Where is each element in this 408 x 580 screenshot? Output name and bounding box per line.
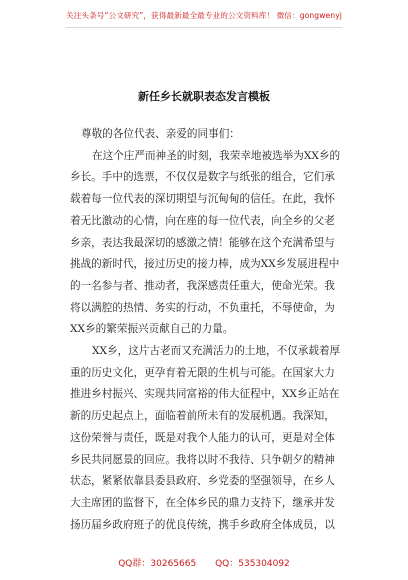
paragraph-line: 载着每一位代表的深切期望与沉甸甸的信任。在此，我怀	[70, 193, 335, 206]
document-body	[70, 124, 342, 536]
document-title: 新任乡长就职表态发言模板	[138, 90, 270, 103]
paragraph-line: XX乡的繁荣振兴贡献自己的力量。	[70, 323, 234, 336]
paragraph-line: 将以满腔的热情、务实的行动，不负重托，不辱使命，为	[70, 301, 335, 314]
paragraph-line: 乡长。手中的选票，不仅仅是数字与纸张的组合，它们承	[70, 171, 335, 184]
paragraph-line: 挑战的新时代，接过历史的接力棒，成为XX乡发展进程中	[70, 258, 340, 271]
footer-qq-group: QQ群：30265665	[118, 559, 197, 569]
paragraph-line: 这份荣誉与责任，既是对我个人能力的认可，更是对全体	[70, 431, 335, 444]
paragraph-line: 在这个庄严而神圣的时刻，我荣幸地被选举为XX乡的	[92, 149, 341, 162]
paragraph-line: 状态，紧紧依靠县委县政府、乡党委的坚强领导，在乡人	[70, 475, 335, 488]
paragraph-line: 乡亲，表达我最深切的感激之情！能够在这个充满希望与	[70, 236, 335, 249]
header-divider	[66, 27, 342, 28]
footer-note	[0, 556, 408, 569]
paragraph-line: XX乡，这片古老而又充满活力的土地，不仅承载着厚	[92, 345, 341, 358]
footer-qq: QQ：535304092	[215, 559, 290, 569]
paragraph-line: 新的历史起点上，面临着前所未有的发展机遇。我深知，	[70, 410, 335, 423]
paragraph-line: 乡民共同愿景的回应。我将以时不我待、只争朝夕的精神	[70, 453, 335, 466]
salutation: 尊敬的各位代表、亲爱的同事们：	[81, 128, 240, 140]
header-note: 关注头条号“公文研究”，获得最新最全最专业的公文资料库！ 微信：gongwenyj	[66, 11, 342, 20]
paragraph-line: 扬历届乡政府班子的优良传统，携手乡政府全体成员，以	[70, 518, 335, 531]
paragraph-line: 大主席团的监督下，在全体乡民的鼎力支持下，继承并发	[70, 496, 335, 509]
paragraph-line: 的一名参与者、推动者，我深感责任重大，使命光荣。我	[70, 279, 335, 292]
paragraph-line: 重的历史文化，更孕育着无限的生机与可能。在国家大力	[70, 366, 335, 379]
paragraph-line: 推进乡村振兴、实现共同富裕的伟大征程中，XX乡正站在	[70, 388, 340, 401]
paragraph-line: 着无比激动的心情，向在座的每一位代表，向全乡的父老	[70, 214, 335, 227]
